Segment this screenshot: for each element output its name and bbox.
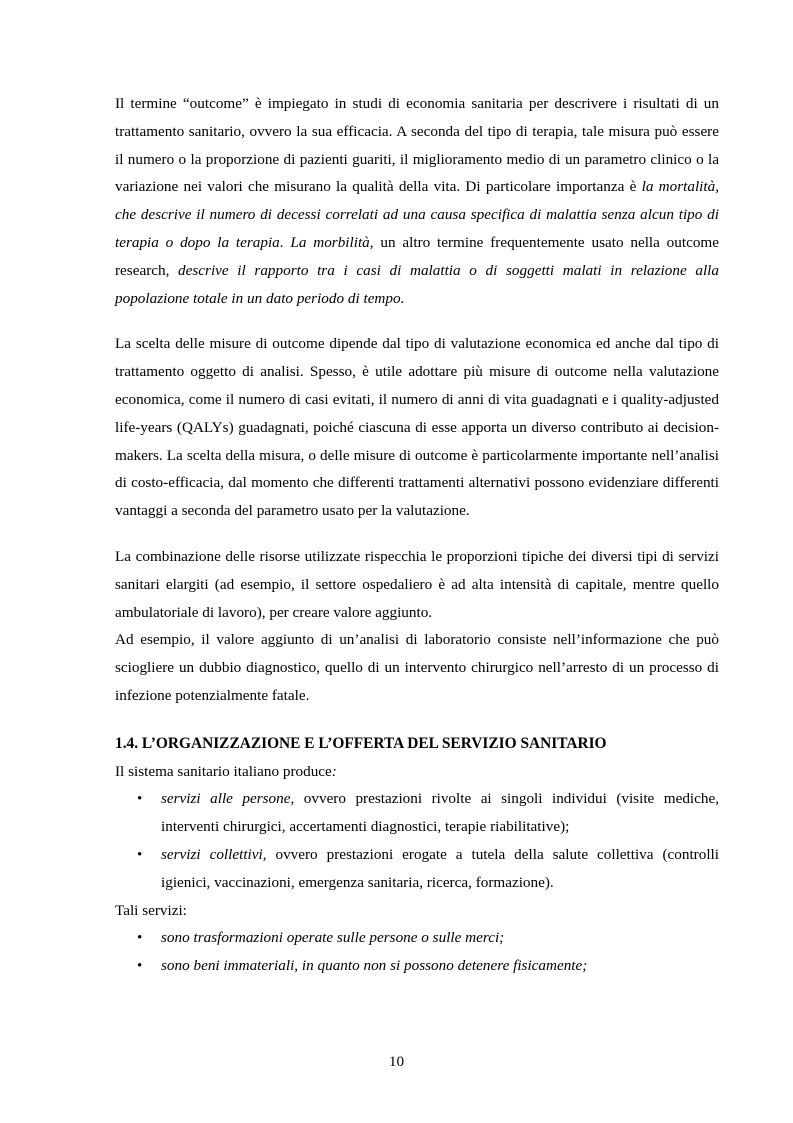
intro-text: Il sistema sanitario italiano produce — [115, 762, 332, 780]
paragraph-outcome — [115, 90, 719, 312]
section-intro — [115, 758, 719, 786]
page-number: 10 — [388, 1053, 405, 1070]
intro-colon: : — [331, 762, 337, 780]
italic-run: descrive il rapporto tra i casi di malattia o di soggetti malati in relazione alla popolazione totale in un dato periodo di tempo. — [115, 261, 719, 307]
text-run: Il termine “outcome” è impiegato in studi di economia sanitaria per descrivere i risultati di un trattamento sanitario, ovvero la sua efficacia. A seconda del tipo di terapia, tale misura può essere il numero o la proporzione di pazienti guariti, il miglioramento medio di un parametro clinico o la variazione nei valori che misurano la qualità della vita. Di particolare importanza è — [115, 95, 719, 196]
list-item — [115, 841, 719, 897]
properties-list — [115, 924, 719, 980]
list-item — [115, 952, 719, 980]
bullet-icon: • — [137, 929, 143, 947]
section-heading: 1.4. L’ORGANIZZAZIONE E L’OFFERTA DEL SERVIZIO SANITARIO — [115, 734, 607, 752]
paragraph-misure: La scelta delle misure di outcome dipende dal tipo di valutazione economica ed anche dal tipo di trattamento oggetto di analisi. Spesso, è utile adottare più misure di outcome nella valutazione economica, come il numero di casi evitati, il numero di anni di vita guadagnati e i quality-adjusted life-years (QALYs) guadagnati, poiché ciascuna di esse apporta un diverso contributo ai decision-makers. La scelta della misura, o delle misure di outcome è particolarmente importante nell’analisi di costo-efficacia, dal momento che differenti trattamenti alternativi possono evidenziare differenti vantaggi a seconda del parametro usato per la valutazione. — [115, 335, 719, 520]
bullet-icon: • — [137, 790, 143, 808]
paragraph-valore-aggiunto: Ad esempio, il valore aggiunto di un’analisi di laboratorio consiste nell’informazione che può sciogliere un dubbio diagnostico, quello di un intervento chirurgico nell’arresto di un processo di infezione potenzialmente fatale. — [115, 631, 719, 704]
page-body — [115, 90, 719, 980]
services-list — [115, 785, 719, 896]
list-term: servizi collettivi, — [161, 845, 267, 863]
bullet-icon: • — [137, 957, 143, 975]
bullet-icon: • — [137, 845, 143, 863]
list-text: ovvero prestazioni erogate a tutela della salute collettiva (controlli igienici, vaccinazioni, emergenza sanitaria, ricerca, formazione). — [161, 845, 719, 891]
list-item — [115, 785, 719, 841]
list-text: sono trasformazioni operate sulle persone o sulle merci; — [161, 929, 505, 947]
list-term: servizi alle persone — [161, 790, 291, 808]
paragraph-risorse: La combinazione delle risorse utilizzate rispecchia le proporzioni tipiche dei diversi tipi di servizi sanitari elargiti (ad esempio, il settore ospedaliero è ad alta intensità di capitale, mentre quello ambulatoriale di lavoro), per creare valore aggiunto. — [115, 547, 719, 621]
italic-run: La morbilità — [290, 233, 370, 251]
list-text: , ovvero prestazioni rivolte ai singoli individui (visite mediche, interventi chirurgici, accertamenti diagnostici, terapie riabilitative); — [161, 790, 720, 836]
text-run: , un altro termine frequentemente usato nella outcome research, — [115, 233, 719, 279]
italic-run: la mortalità, che descrive il numero di decessi correlati ad una causa specifica di malattia senza alcun tipo di terapia o dopo la terapia — [115, 178, 719, 251]
list-item — [115, 924, 719, 952]
text-run: . — [279, 233, 291, 251]
list-text: sono beni immateriali, in quanto non si possono detenere fisicamente; — [161, 957, 588, 975]
section-intro-2: Tali servizi: — [115, 901, 187, 919]
